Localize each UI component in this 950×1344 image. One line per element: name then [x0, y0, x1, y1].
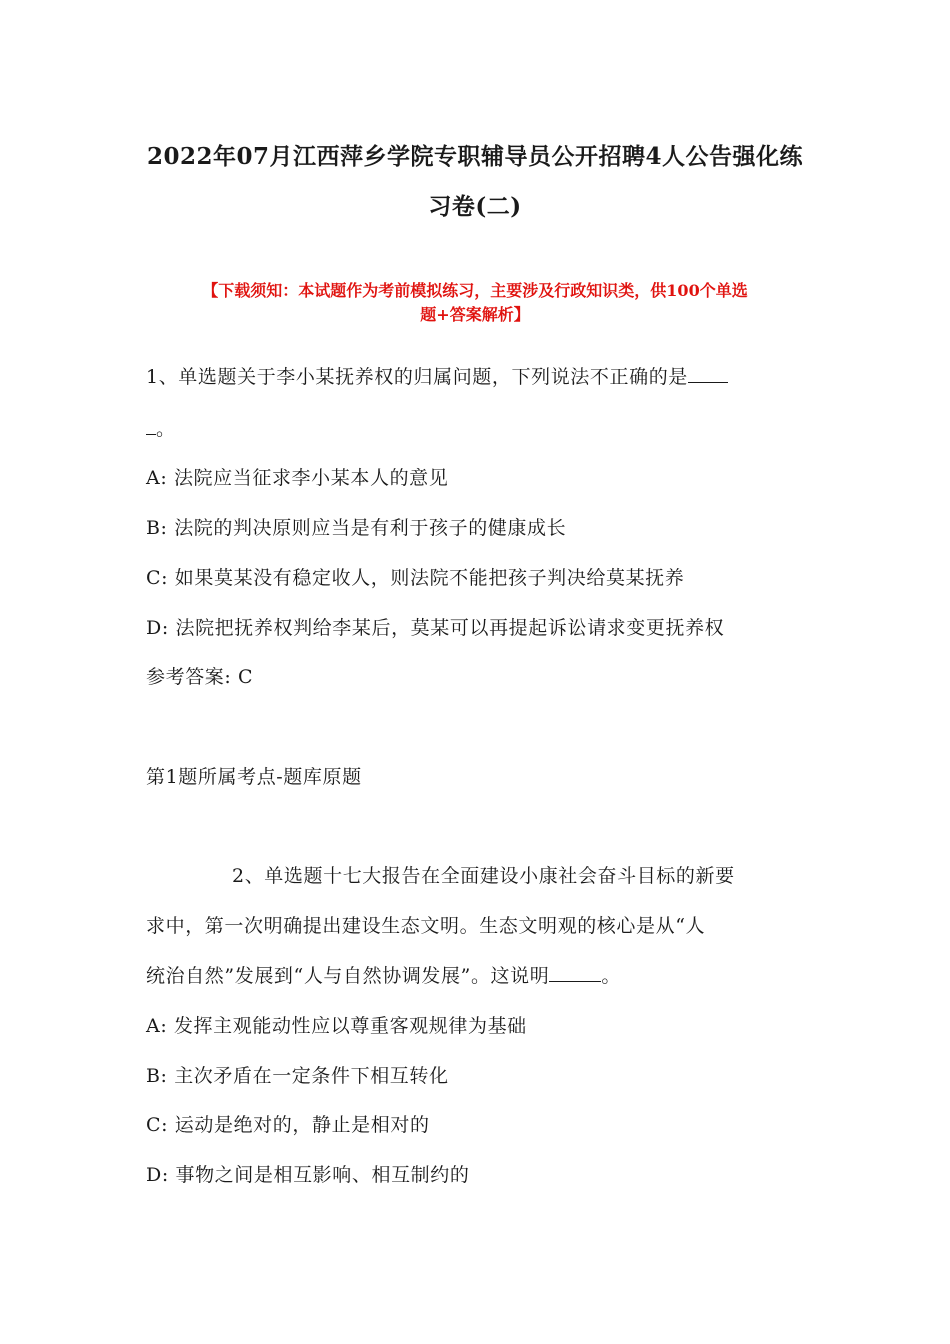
question-2-stem-end: 。	[601, 965, 621, 987]
document-title-line-1: 2022年07月江西萍乡学院专职辅导员公开招聘4人公告强化练	[146, 143, 804, 170]
question-2-option-a: A: 发挥主观能动性应以尊重客观规律为基础	[146, 1015, 527, 1037]
question-1-stem-line-1	[146, 362, 728, 389]
question-1-option-c: C: 如果莫某没有稳定收人，则法院不能把孩子判决给莫某抚养	[146, 567, 685, 589]
question-1-option-d: D: 法院把抚养权判给李某后，莫某可以再提起诉讼请求变更抚养权	[146, 617, 725, 639]
question-2-stem-line-2: 求中，第一次明确提出建设生态文明。生态文明观的核心是从“人	[146, 915, 706, 937]
answer-blank	[146, 416, 156, 435]
answer-blank	[688, 364, 728, 383]
question-2-stem-line-3	[146, 961, 621, 988]
question-1-stem-end: 。	[156, 418, 176, 440]
question-2-stem-line-1: 2、单选题十七大报告在全面建设小康社会奋斗目标的新要	[232, 865, 735, 887]
download-notice-line-2: 题+答案解析】	[420, 305, 530, 324]
question-2-stem-text: 统治自然”发展到“人与自然协调发展”。这说明	[146, 965, 550, 987]
question-1-stem-text: 1、单选题关于李小某抚养权的归属问题，下列说法不正确的是	[146, 366, 688, 388]
question-1-stem-line-2	[146, 414, 176, 441]
answer-blank	[549, 963, 601, 982]
question-1-option-b: B: 法院的判决原则应当是有利于孩子的健康成长	[146, 517, 567, 539]
question-1-exam-point: 第1题所属考点-题库原题	[146, 766, 362, 788]
question-1-answer: 参考答案: C	[146, 666, 254, 688]
question-2-option-b: B: 主次矛盾在一定条件下相互转化	[146, 1065, 449, 1087]
question-2-option-d: D: 事物之间是相互影响、相互制约的	[146, 1164, 470, 1186]
download-notice-line-1: 【下载须知：本试题作为考前模拟练习，主要涉及行政知识类，供100个单选	[202, 281, 748, 300]
question-1-option-a: A: 法院应当征求李小某本人的意见	[146, 467, 449, 489]
document-title-line-2: 习卷(二)	[428, 193, 522, 220]
question-2-option-c: C: 运动是绝对的，静止是相对的	[146, 1114, 430, 1136]
